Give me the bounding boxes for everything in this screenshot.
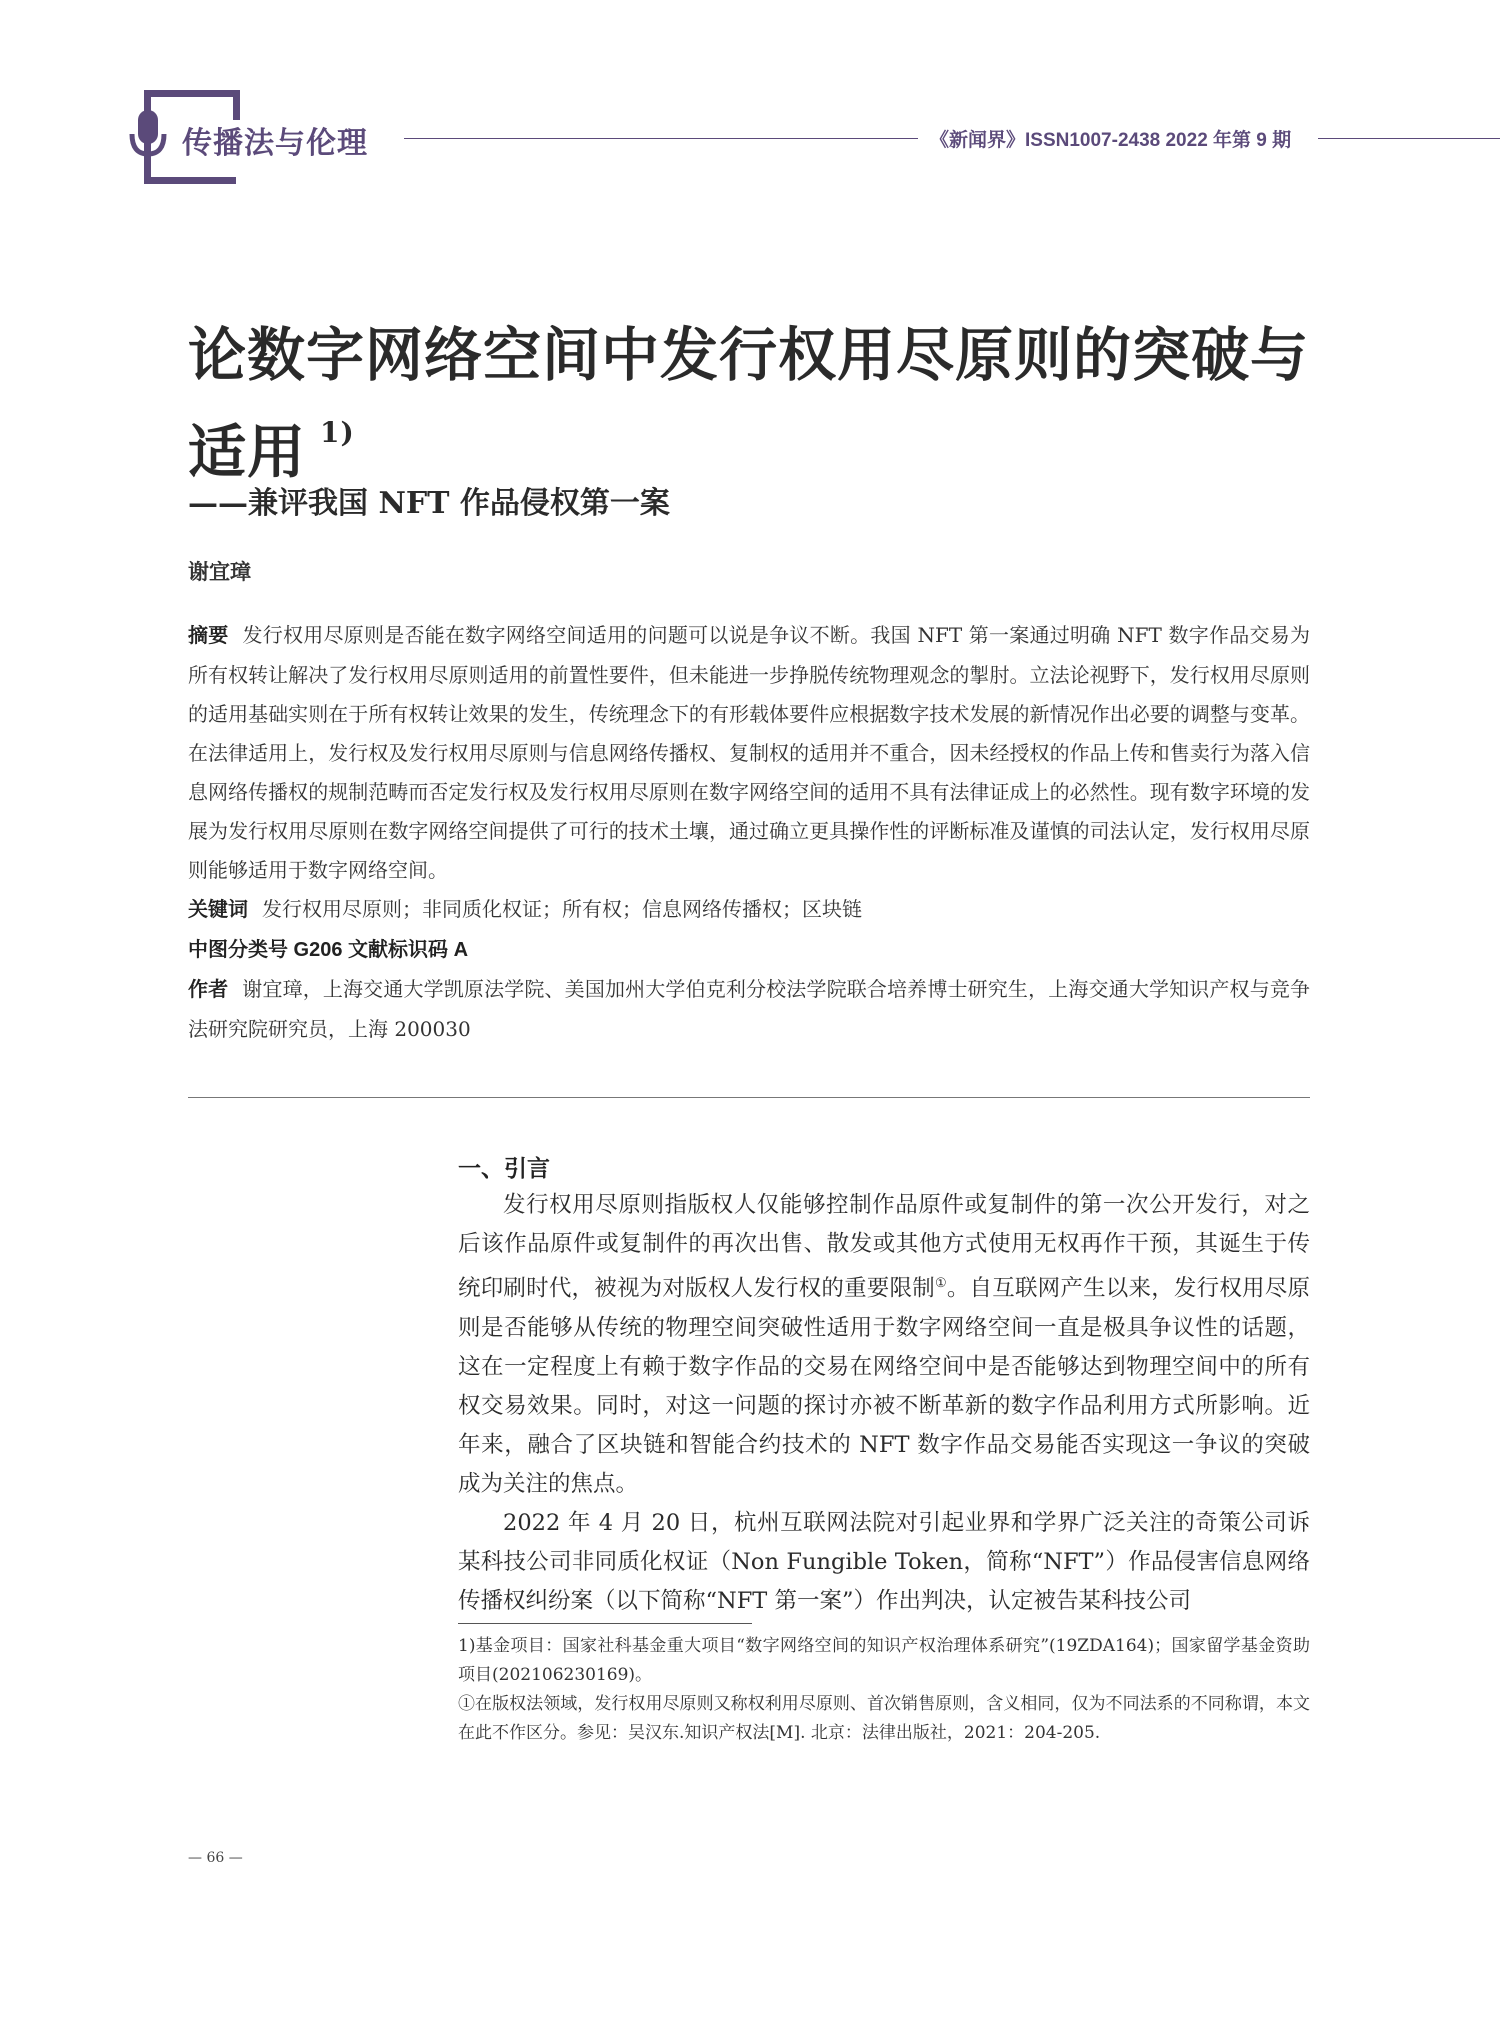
classification bbox=[188, 930, 1310, 970]
footnotes bbox=[458, 1632, 1310, 1748]
keywords bbox=[188, 890, 1310, 930]
microphone-icon bbox=[128, 108, 172, 166]
abstract bbox=[188, 616, 1310, 890]
paragraph-1-part-b: 。自互联网产生以来，发行权用尽原则是否能够从传统的物理空间突破性适用于数字网络空间一直是极具争议性的话题，这在一定程度上有赖于数字作品的交易在网络空间中是否能够达到物理空间中的所有权交易效果。同时，对这一问题的探讨亦被不断革新的数字作品利用方式所影响。近年来，融合了区块链和智能合约技术的 NFT 数字作品交易能否实现这一争议的突破成为关注的焦点。 bbox=[458, 1275, 1310, 1497]
author-info-text: 谢宜璋，上海交通大学凯原法学院、美国加州大学伯克利分校法学院联合培养博士研究生，上海交通大学知识产权与竞争法研究院研究员，上海 200030 bbox=[188, 977, 1310, 1041]
article-title bbox=[188, 316, 1328, 491]
author-info bbox=[188, 970, 1310, 1049]
header-rule-left bbox=[404, 138, 918, 139]
footnote-2: ①在版权法领域，发行权用尽原则又称权利用尽原则、首次销售原则，含义相同，仅为不同法系的不同称谓，本文在此不作区分。参见：吴汉东.知识产权法[M]. 北京：法律出版社，2021：204-205. bbox=[458, 1694, 1310, 1743]
section-heading: 一、引言 bbox=[458, 1155, 550, 1181]
footnote-divider bbox=[458, 1623, 752, 1624]
footnote-1: 1)基金项目：国家社科基金重大项目“数字网络空间的知识产权治理体系研究”(19ZDA164)；国家留学基金资助项目(202106230169)。 bbox=[458, 1636, 1310, 1685]
abstract-divider bbox=[188, 1097, 1310, 1098]
abstract-label: 摘要 bbox=[188, 625, 229, 647]
paragraph-2: 2022 年 4 月 20 日，杭州互联网法院对引起业界和学界广泛关注的奇策公司诉某科技公司非同质化权证（Non Fungible Token，简称“NFT”）作品侵害信息网络传播权纠纷案（以下简称“NFT 第一案”）作出判决，认定被告某科技公司 bbox=[458, 1509, 1310, 1614]
journal-info: 《新闻界》ISSN1007-2438 2022 年第 9 期 bbox=[930, 130, 1292, 151]
keywords-text: 发行权用尽原则；非同质化权证；所有权；信息网络传播权；区块链 bbox=[262, 897, 862, 921]
paragraph-1 bbox=[458, 1186, 1310, 1504]
header-rule-right bbox=[1318, 138, 1500, 139]
section-title: 传播法与伦理 bbox=[182, 126, 368, 161]
paragraph-1-part-a: 发行权用尽原则指版权人仅能够控制作品原件或复制件的第一次公开发行，对之后该作品原件或复制件的再次出售、散发或其他方式使用无权再作干预，其诞生于传统印刷时代，被视为对版权人发行权的重要限制 bbox=[458, 1192, 1310, 1302]
article-author: 谢宜璋 bbox=[188, 561, 251, 584]
page-number: — 66 — bbox=[188, 1850, 243, 1866]
article-title-text: 论数字网络空间中发行权用尽原则的突破与适用 bbox=[188, 321, 1310, 486]
author-info-label: 作者 bbox=[188, 979, 229, 1001]
footnote-ref: ① bbox=[934, 1276, 947, 1291]
classification-text: 中图分类号 G206 文献标识码 A bbox=[188, 939, 469, 961]
article-subtitle: ——兼评我国 NFT 作品侵权第一案 bbox=[188, 486, 670, 521]
title-footnote-marker: 1) bbox=[320, 416, 355, 449]
abstract-block bbox=[188, 616, 1310, 1049]
keywords-label: 关键词 bbox=[188, 899, 248, 921]
body-text bbox=[458, 1186, 1310, 1621]
abstract-text: 发行权用尽原则是否能在数字网络空间适用的问题可以说是争议不断。我国 NFT 第一案通过明确 NFT 数字作品交易为所有权转让解决了发行权用尽原则适用的前置性要件，但未能进一步挣脱传统物理观念的掣肘。立法论视野下，发行权用尽原则的适用基础实则在于所有权转让效果的发生，传统理念下的有形载体要件应根据数字技术发展的新情况作出必要的调整与变革。在法律适用上，发行权及发行权用尽原则与信息网络传播权、复制权的适用并不重合，因未经授权的作品上传和售卖行为落入信息网络传播权的规制范畴而否定发行权及发行权用尽原则在数字网络空间的适用不具有法律证成上的必然性。现有数字环境的发展为发行权用尽原则在数字网络空间提供了可行的技术土壤，通过确立更具操作性的评断标准及谨慎的司法认定，发行权用尽原则能够适用于数字网络空间。 bbox=[188, 623, 1310, 882]
